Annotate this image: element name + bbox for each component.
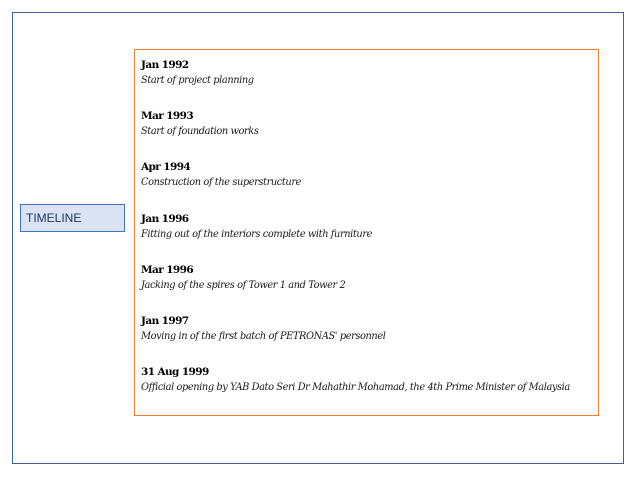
timeline-event [141,314,598,365]
timeline-event [141,109,598,160]
event-date: Apr 1994 [141,161,191,174]
event-description: Start of foundation works [141,126,259,138]
event-description: Construction of the superstructure [141,177,301,189]
event-description: Fitting out of the interiors complete with furniture [141,228,373,240]
event-date: Jan 1997 [141,314,189,327]
timeline-event [141,365,598,416]
timeline-label-text: TIMELINE [26,211,82,225]
event-description: Start of project planning [141,75,254,86]
event-date: Jan 1996 [141,212,189,225]
timeline-label [20,204,125,232]
timeline-event [141,160,598,211]
timeline-event [141,58,598,109]
event-date: Mar 1993 [141,110,194,123]
event-date: Mar 1996 [141,263,194,276]
event-description: Jacking of the spires of Tower 1 and Tower 2 [141,279,346,291]
timeline-event [141,212,598,263]
event-description: Official opening by YAB Dato Seri Dr Mahathir Mohamad, the 4th Prime Minister of Malaysia [141,382,570,394]
event-description: Moving in of the first batch of PETRONAS' personnel [141,330,386,342]
event-date: 31 Aug 1999 [141,366,209,379]
event-date: Jan 1992 [141,59,189,71]
timeline-list [134,49,599,416]
timeline-event [141,263,598,314]
